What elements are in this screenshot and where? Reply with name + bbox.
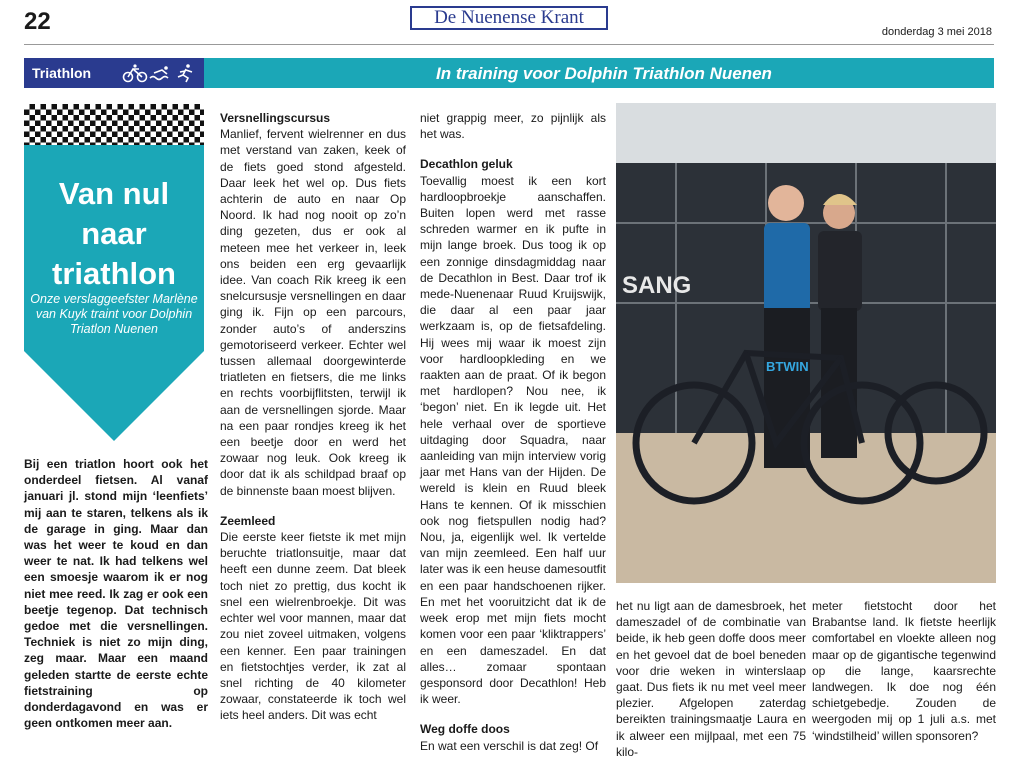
article-intro: Bij een triatlon hoort ook het onderdeel fietsen. Al vanaf januari jl. stond mijn ‘leenfiets’ mij aan te staren, telkens als ik de garage in ging. Maar dan was het weer te koud en dan weer te nat. Ik had telkens wel een smoesje waarom ik er nog niet mee reed. Ik zag er ook een beetje tegenop. Dat technisch gedoe met die versnellingen. Techniek is niet zo mijn ding, zeg maar. Maar een maand geleden startte de eerste echte fietstraining op donderdagavond en was er geen ontkomen meer aan. <box>24 457 208 731</box>
run-icon <box>178 64 192 82</box>
subheading: Zeemleed <box>220 513 276 528</box>
text-column-3 <box>420 110 606 754</box>
page-number: 22 <box>24 8 51 35</box>
bike-brand: BTWIN <box>766 359 809 374</box>
subheading: Versnellingscursus <box>220 111 331 125</box>
paragraph: niet grappig meer, zo pijnlijk als het was. <box>420 111 606 142</box>
masthead: De Nuenense Krant <box>410 6 608 30</box>
bike-icon <box>124 64 147 81</box>
paragraph: Die eerste keer fietste ik met mijn beruchte triatlonsuitje, maar dat heeft een dunne zeem. Dat bleek toch niet zo prettig, dus kocht ik snel een wielrenbroekje. Dit was echter wel voor mannen, maar dat zou niet zoveel uitmaken, volgens een kenner. Een paar trainingen en fietstochtjes verder, ik zat al snel richting de 40 kilometer zowaar, constateerde ik toch wel iets heel anders. Dit was echt <box>220 530 406 723</box>
text-column-5: meter fietstocht door het Brabantse land. Ik fietste heerlijk comfortabel en vloekte alleen nog maar op de gigantische tegenwind op die lange, kaarsrechte landwegen. Ik doe nog één schietgebedje. Zouden de weergoden mij op 1 juli a.s. met ‘windstilheid’ willen sponsoren? <box>812 599 996 743</box>
series-headline: In training voor Dolphin Triathlon Nuenen <box>436 64 772 83</box>
header-divider <box>24 44 994 45</box>
section-label: Triathlon <box>32 65 92 81</box>
checkered-flag <box>24 104 204 148</box>
building-sign: SANG <box>622 272 692 299</box>
paragraph: Manlief, fervent wielrenner en dus met verstand van zaken, keek of de fiets goed stond afgesteld. Daar leek het wel op. Dus fiets achterin de auto en naar Op Noord. Ik had nog nooit op zo’n ding gezeten, dus er ook al meteen mee het verkeer in, leek ons beiden een erg gevaarlijk idee. Van coach Rik kreeg ik een snelcursusje versnellingen en daar ging ik. Fijn op een parcours, zonder auto’s of anderszins gemotoriseerd verkeer. Echter wel tussen allemaal doorgewinterde triatleten en fietsers, die me links en rechts voorbijflitsten, terwijl ik aan de versnellingen sjorde. Maar na een paar rondjes kreeg ik het een beetje door en werd het zowaar nog leuk. Ook kreeg ik door dat ik als schildpad braaf op de binnenste baan moest blijven. <box>220 127 406 498</box>
subheading: Decathlon geluk <box>420 157 513 172</box>
section-tag <box>24 58 204 88</box>
swim-icon <box>150 66 168 79</box>
issue-date: donderdag 3 mei 2018 <box>881 26 992 38</box>
triathlon-icons <box>122 63 200 83</box>
title-line: naar <box>81 216 147 251</box>
title-line: Van nul <box>58 176 170 211</box>
cyclists-photo <box>616 103 996 583</box>
text-column-4: het nu ligt aan de damesbroek, het dameszadel of de combinatie van beide, ik heb geen doffe doos meer en het gevoel dat de boel beneden voor drie weken in winterslaap gaat. Dus fiets ik nu met veel meer plezier. Afgelopen zaterdag bereikten trainingsmaatje Laura en ik alweer een mijlpaal, met een 75 kilo- <box>616 599 806 759</box>
article-subtitle: Onze verslaggeefster Marlène van Kuyk traint voor Dolphin Triatlon Nuenen <box>30 292 198 336</box>
article-photo <box>616 103 996 583</box>
article-title <box>26 174 202 294</box>
paragraph: Toevallig moest ik een kort hardloopbroekje aanschaffen. Buiten lopen werd met rasse schreden warmer en ik pufte in mijn lange broek. Dus toog ik op een zonnige dinsdagmiddag naar de Decathlon in Best. Daar trof ik mede-Nuenenaar Ruud Kruijswijk, die daar al een paar jaar werkzaam is, op de fietsafdeling. Hij wees mij waar ik moest zijn voor hardloopkleding en we raakten aan de praat. Of ik begon met hardlopen? Nou nee, ik ‘begon’ niet. En ik legde uit. Het hele verhaal over de sportieve uitdaging door Squadra, naar aanleiding van mijn interview vorig jaar met Hans van der Hijden. De wereld is klein en Ruud bleek Hans te kennen. Of ik misschien ook nog fietspullen nodig had? Nou, ja, eigenlijk wel. Ik vertelde van mijn zeemleed. Een half uur later was ik een heuse damesoutfit en een paar handschoenen rijker. En met het vooruitzicht dat ik de week erop met mijn fiets mocht komen voor een paar ‘kliktrappers’ en een dameszadel. En dat alles… zomaar spontaan gesponsord door Decathlon! Heb ik weer. <box>420 173 606 707</box>
subheading: Weg doffe doos <box>420 722 510 737</box>
title-line: triathlon <box>52 256 176 291</box>
text-column-2 <box>220 110 406 724</box>
paragraph: En wat een verschil is dat zeg! Of <box>420 738 599 753</box>
